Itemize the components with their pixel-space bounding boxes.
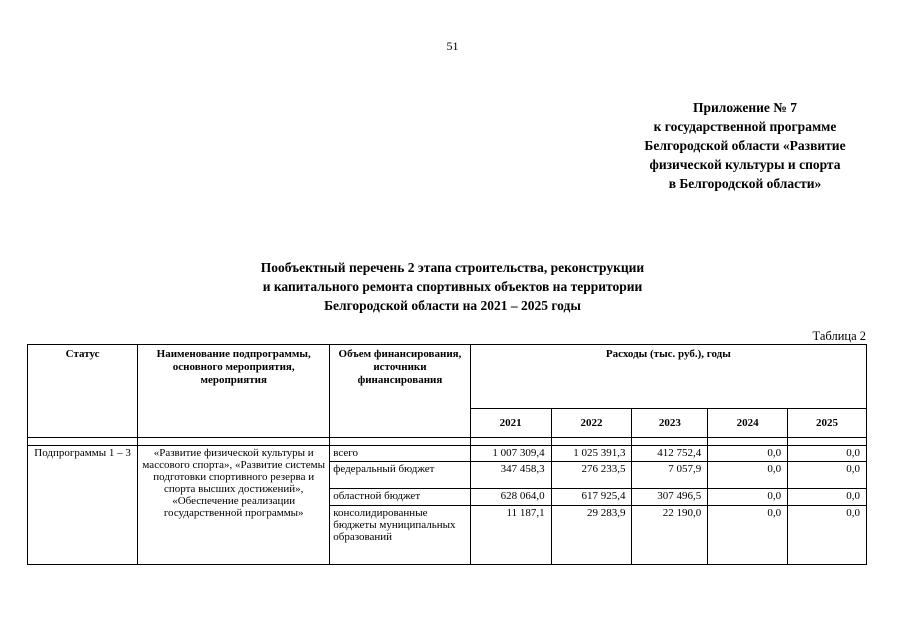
- appendix-line: в Белгородской области»: [668, 176, 822, 191]
- table-label: Таблица 2: [812, 329, 866, 343]
- page-number: 51: [446, 39, 459, 53]
- status-cell: Подпрограммы 1 – 3: [28, 446, 138, 565]
- value-cell: 0,0: [788, 462, 867, 489]
- spacer-cell: [28, 438, 138, 446]
- appendix-line: к государственной программе: [653, 119, 837, 134]
- value-cell: 412 752,4: [632, 446, 708, 462]
- spacer-cell: [330, 438, 471, 446]
- spacer-cell: [551, 438, 632, 446]
- header-name: Наименование подпрограммы, основного мероприятия, мероприятия: [138, 345, 330, 438]
- header-year: 2025: [788, 409, 867, 438]
- value-cell: 0,0: [708, 506, 788, 565]
- source-cell: консолидированные бюджеты муниципальных образований: [330, 506, 471, 565]
- appendix-line: физической культуры и спорта: [649, 157, 841, 172]
- header-year: 2021: [470, 409, 551, 438]
- value-cell: 628 064,0: [470, 489, 551, 506]
- spacer-cell: [632, 438, 708, 446]
- spacer-cell: [138, 438, 330, 446]
- value-cell: 276 233,5: [551, 462, 632, 489]
- value-cell: 29 283,9: [551, 506, 632, 565]
- value-cell: 0,0: [708, 462, 788, 489]
- value-cell: 0,0: [708, 446, 788, 462]
- value-cell: 11 187,1: [470, 506, 551, 565]
- value-cell: 1 007 309,4: [470, 446, 551, 462]
- source-cell: федеральный бюджет: [330, 462, 471, 489]
- title-line: Пообъектный перечень 2 этапа строительства, реконструкции: [260, 260, 645, 275]
- value-cell: 0,0: [788, 489, 867, 506]
- header-expenses: Расходы (тыс. руб.), годы: [470, 345, 866, 409]
- header-volume: Объем финансирования, источники финансирования: [330, 345, 471, 438]
- value-cell: 617 925,4: [551, 489, 632, 506]
- title-line: Белгородской области на 2021 – 2025 годы: [324, 298, 581, 313]
- value-cell: 7 057,9: [632, 462, 708, 489]
- spacer-cell: [470, 438, 551, 446]
- appendix-heading: [600, 98, 890, 193]
- header-year: 2023: [632, 409, 708, 438]
- program-name-cell: «Развитие физической культуры и массового спорта», «Развитие системы подготовки спортивного резерва и спорта высших достижений», «Обеспечение реализации государственной программы»: [138, 446, 330, 565]
- source-cell: всего: [330, 446, 471, 462]
- document-title: [180, 258, 725, 315]
- table-row: [28, 446, 867, 462]
- value-cell: 22 190,0: [632, 506, 708, 565]
- title-line: и капитального ремонта спортивных объектов на территории: [262, 279, 643, 294]
- value-cell: 347 458,3: [470, 462, 551, 489]
- value-cell: 307 496,5: [632, 489, 708, 506]
- header-status: Статус: [28, 345, 138, 438]
- source-cell: областной бюджет: [330, 489, 471, 506]
- appendix-line: Белгородской области «Развитие: [644, 138, 846, 153]
- value-cell: 0,0: [708, 489, 788, 506]
- spacer-cell: [788, 438, 867, 446]
- value-cell: 0,0: [788, 446, 867, 462]
- value-cell: 1 025 391,3: [551, 446, 632, 462]
- spacer-cell: [708, 438, 788, 446]
- header-year: 2022: [551, 409, 632, 438]
- financing-table: [27, 344, 867, 565]
- header-year: 2024: [708, 409, 788, 438]
- value-cell: 0,0: [788, 506, 867, 565]
- appendix-line: Приложение № 7: [693, 100, 797, 115]
